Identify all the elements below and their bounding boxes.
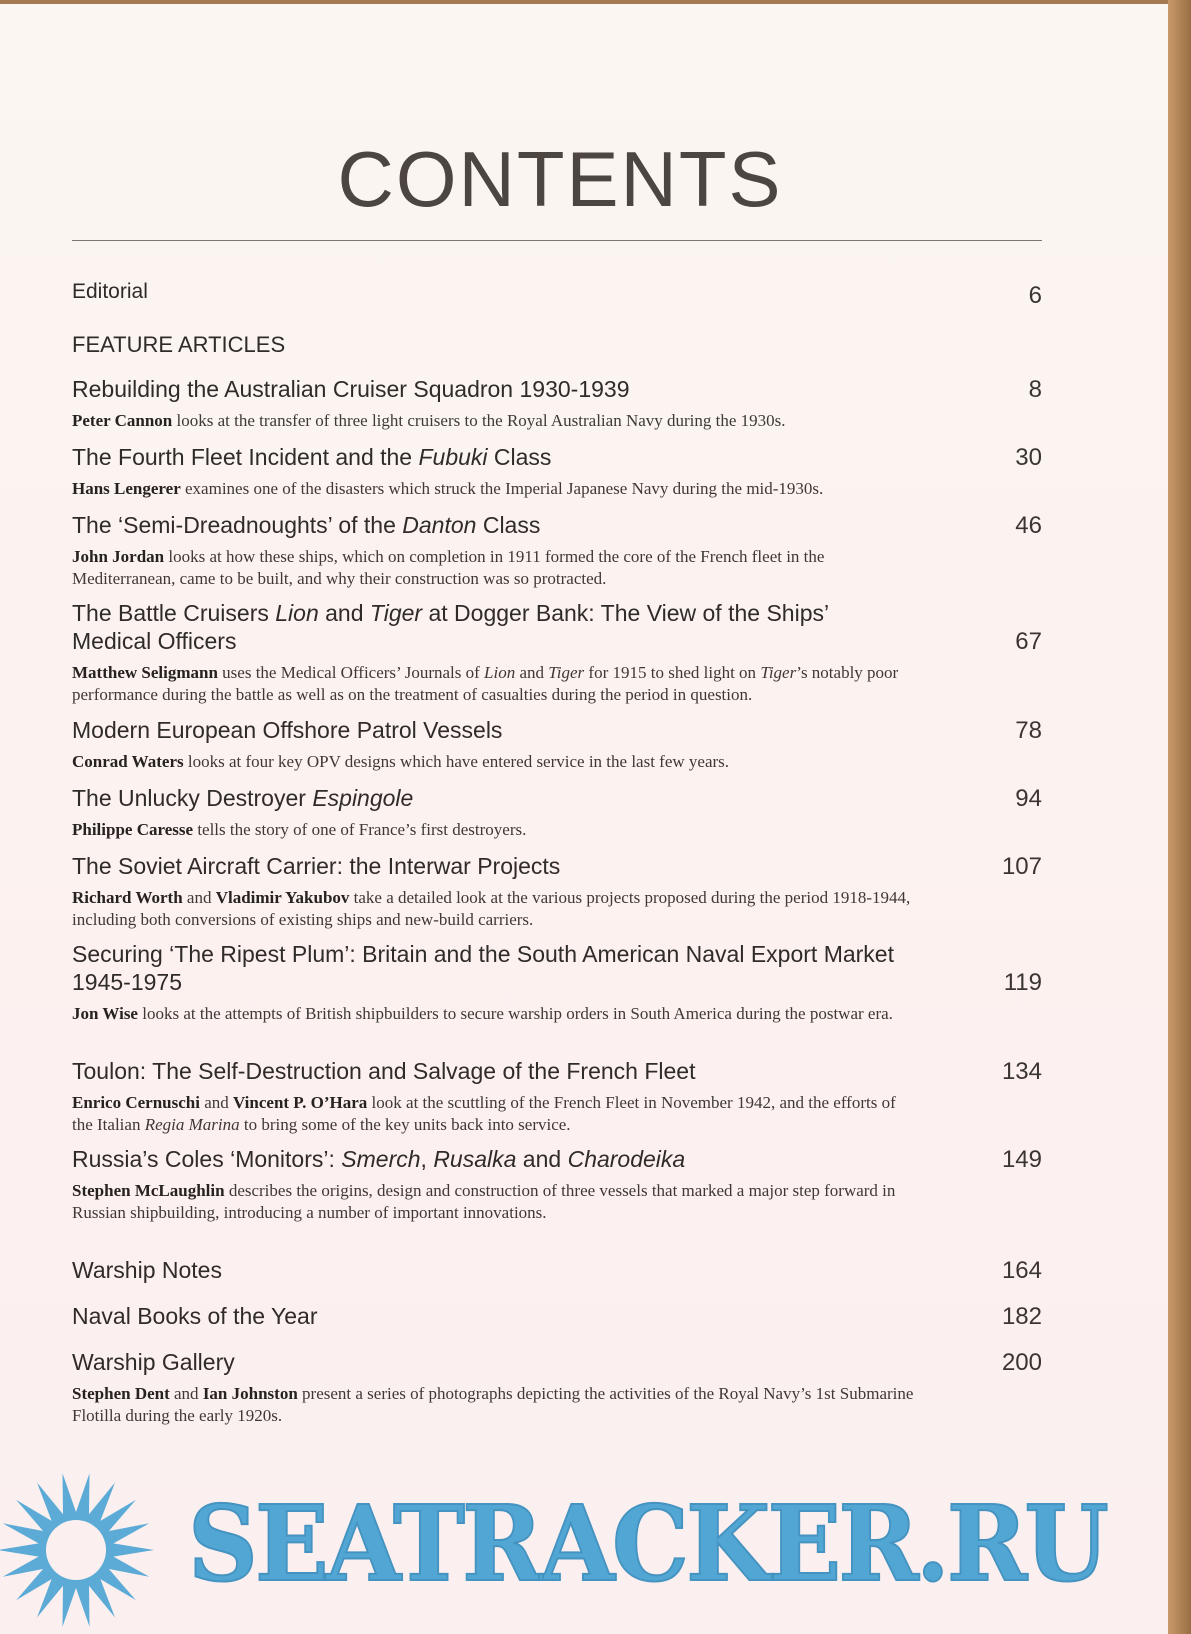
toc-entry-article [72,785,1042,813]
article-page-number: 46 [1015,512,1042,539]
toc-entry-naval-books [72,1303,1042,1331]
toc-entry-article [72,1058,1042,1086]
article-title: The Soviet Aircraft Carrier: the Interwar Projects [72,853,561,879]
entry-label: Editorial [72,280,148,303]
article-title: Russia’s Coles ‘Monitors’: Smerch, Rusalka and Charodeika [72,1146,686,1172]
article-description: John Jordan looks at how these ships, which on completion in 1911 formed the core of the French fleet in the Mediterranean, came to be built, and why their construction was so protracted. [72,547,825,588]
article-title: The Unlucky Destroyer Espingole [72,785,414,811]
entry-label: Warship Gallery [72,1349,235,1375]
toc-entry-article [72,717,1042,745]
entry-page-number: 200 [1001,1349,1042,1376]
article-page-number: 119 [1003,969,1042,996]
entry-page-number: 6 [1028,282,1042,309]
article-description: Jon Wise looks at the attempts of British shipbuilders to secure warship orders in South America during the postwar era. [72,1004,893,1023]
article-page-number: 67 [1015,628,1042,655]
toc-entry-editorial [72,277,1042,309]
article-page-number: 107 [1001,853,1042,880]
article-description: Hans Lengerer examines one of the disasters which struck the Imperial Japanese Navy during the mid-1930s. [72,479,824,498]
article-page-number: 149 [1001,1146,1042,1173]
article-page-number: 134 [1001,1058,1042,1085]
title-rule [72,240,1042,241]
watermark-text: SEATRACKER.RU [188,1482,1106,1605]
toc-entry-article [72,941,1042,968]
article-page-number: 30 [1015,444,1042,471]
article-description: Philippe Caresse tells the story of one of France’s first destroyers. [72,820,527,839]
entry-description: Stephen Dent and Ian Johnston present a series of photographs depicting the activities of the Royal Navy’s 1st Submarine Flotilla during the early 1920s. [72,1384,914,1425]
article-title: Modern European Offshore Patrol Vessels [72,717,503,743]
toc-entry-article-line2 [72,628,1042,656]
article-description: Peter Cannon looks at the transfer of three light cruisers to the Royal Australian Navy during the 1930s. [72,411,786,430]
article-page-number: 94 [1015,785,1042,812]
article-title: Toulon: The Self-Destruction and Salvage of the French Fleet [72,1058,696,1084]
article-title: The Fourth Fleet Incident and the Fubuki Class [72,444,552,470]
article-title-line2: Medical Officers [72,628,237,654]
page-title: CONTENTS [337,135,783,223]
toc-entry-warship-notes [72,1257,1042,1285]
toc-entry-article-line2 [72,969,1042,997]
section-heading-label: FEATURE ARTICLES [72,332,286,357]
article-title: Rebuilding the Australian Cruiser Squadron 1930-1939 [72,376,630,402]
article-title: Securing ‘The Ripest Plum’: Britain and the South American Naval Export Market [72,941,894,967]
toc-entry-warship-gallery [72,1349,1042,1377]
entry-page-number: 164 [1001,1257,1042,1284]
article-title-line2: 1945-1975 [72,969,182,995]
article-description: Stephen McLaughlin describes the origins, design and construction of three vessels that marked a major step forward in Russian shipbuilding, introducing a number of important innovations. [72,1181,896,1222]
book-edge [1168,0,1191,1634]
article-description: Enrico Cernuschi and Vincent P. O’Hara look at the scuttling of the French Fleet in November 1942, and the efforts of the Italian Regia Marina to bring some of the key units back into service. [72,1093,896,1134]
article-title: The Battle Cruisers Lion and Tiger at Dogger Bank: The View of the Ships’ [72,600,830,626]
toc-entry-article [72,512,1042,540]
toc-entry-article [72,444,1042,472]
toc-entry-article [72,600,1042,627]
article-description: Richard Worth and Vladimir Yakubov take a detailed look at the various projects proposed during the period 1918-1944, including both conversions of existing ships and new-build carriers. [72,888,911,929]
entry-label: Warship Notes [72,1257,222,1283]
article-page-number: 78 [1015,717,1042,744]
article-description: Conrad Waters looks at four key OPV designs which have entered service in the last few years. [72,752,730,771]
toc-entry-article [72,1146,1042,1174]
toc-entry-article [72,853,1042,881]
toc-entry-article [72,376,1042,404]
article-description: Matthew Seligmann uses the Medical Officers’ Journals of Lion and Tiger for 1915 to shed light on Tiger’s notably poor performance during the battle as well as on the treatment of casualties during the period in question. [72,663,899,704]
entry-label: Naval Books of the Year [72,1303,318,1329]
entry-page-number: 182 [1001,1303,1042,1330]
article-page-number: 8 [1028,376,1042,403]
article-title: The ‘Semi-Dreadnoughts’ of the Danton Class [72,512,541,538]
section-heading [72,332,1042,358]
